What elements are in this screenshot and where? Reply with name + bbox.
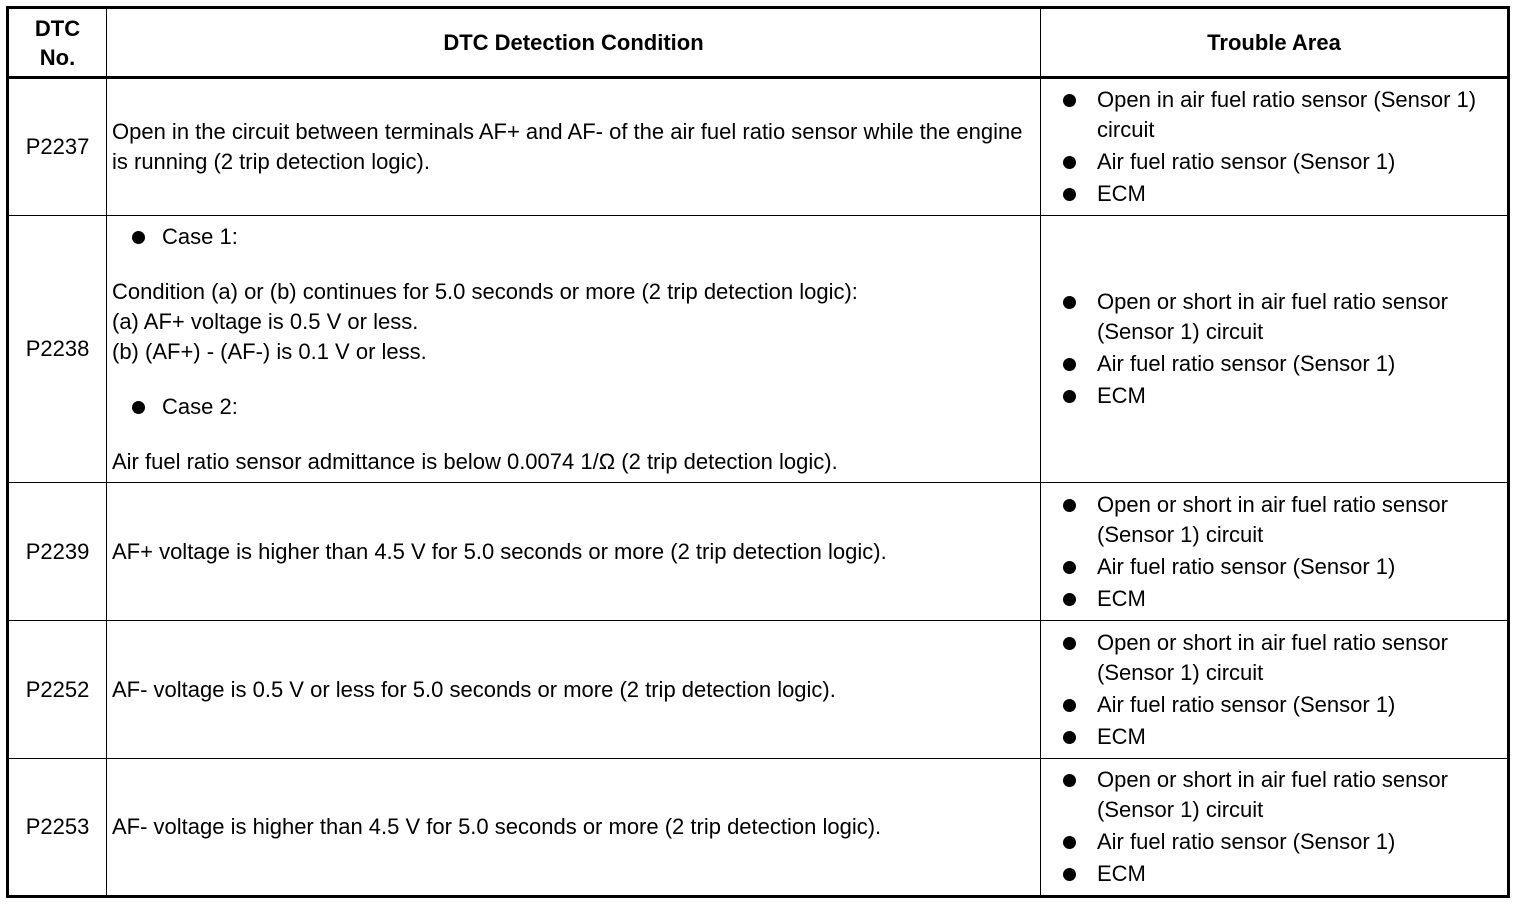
table-row: [8, 483, 1509, 621]
header-trouble-area: Trouble Area: [1041, 8, 1509, 78]
trouble-area-item: ECM: [1063, 859, 1501, 889]
bullet-icon: [1063, 593, 1076, 606]
bullet-icon: [1063, 836, 1076, 849]
dtc-table: [6, 6, 1510, 898]
dtc-code: P2239: [8, 483, 107, 621]
trouble-area-item: ECM: [1063, 722, 1501, 752]
trouble-area-item: Open or short in air fuel ratio sensor (Sensor 1) circuit: [1063, 490, 1501, 550]
trouble-area-item: Air fuel ratio sensor (Sensor 1): [1063, 552, 1501, 582]
trouble-area: [1041, 216, 1509, 483]
dtc-code: P2253: [8, 759, 107, 897]
dtc-code: P2252: [8, 621, 107, 759]
bullet-icon: [1063, 731, 1076, 744]
bullet-icon: [1063, 188, 1076, 201]
bullet-icon: [1063, 156, 1076, 169]
bullet-icon: [1063, 868, 1076, 881]
trouble-area-item: Open or short in air fuel ratio sensor (Sensor 1) circuit: [1063, 287, 1501, 347]
trouble-area-item: Open in air fuel ratio sensor (Sensor 1) circuit: [1063, 85, 1501, 145]
table-row: [8, 621, 1509, 759]
trouble-area-item: Air fuel ratio sensor (Sensor 1): [1063, 349, 1501, 379]
header-detection-condition: DTC Detection Condition: [107, 8, 1041, 78]
detection-condition: Open in the circuit between terminals AF+ and AF- of the air fuel ratio sensor while the engine is running (2 trip detection logic).: [107, 78, 1041, 216]
bullet-icon: [1063, 499, 1076, 512]
bullet-icon: [1063, 774, 1076, 787]
case-2-heading: Case 2:: [112, 392, 1032, 422]
bullet-icon: [1063, 637, 1076, 650]
bullet-icon: [1063, 390, 1076, 403]
case-1-heading: Case 1:: [112, 222, 1032, 252]
case-2-text: Air fuel ratio sensor admittance is below 0.0074 1/Ω (2 trip detection logic).: [112, 448, 838, 474]
trouble-area-item: Air fuel ratio sensor (Sensor 1): [1063, 147, 1501, 177]
trouble-area-item: ECM: [1063, 381, 1501, 411]
table-row: [8, 759, 1509, 897]
detection-condition: AF- voltage is higher than 4.5 V for 5.0 seconds or more (2 trip detection logic).: [107, 759, 1041, 897]
case-1-condition-a: (a) AF+ voltage is 0.5 V or less.: [112, 308, 419, 334]
bullet-icon: [1063, 561, 1076, 574]
bullet-icon: [1063, 94, 1076, 107]
header-dtc-no: DTC No.: [8, 8, 107, 78]
header-row: [8, 8, 1509, 78]
trouble-area-item: Open or short in air fuel ratio sensor (Sensor 1) circuit: [1063, 628, 1501, 688]
trouble-area: [1041, 621, 1509, 759]
bullet-icon: [132, 401, 145, 414]
case-1-text: Condition (a) or (b) continues for 5.0 seconds or more (2 trip detection logic):: [112, 278, 858, 304]
trouble-area-item: ECM: [1063, 179, 1501, 209]
trouble-area-item: Air fuel ratio sensor (Sensor 1): [1063, 690, 1501, 720]
detection-condition: [107, 216, 1041, 483]
detection-condition: AF- voltage is 0.5 V or less for 5.0 seconds or more (2 trip detection logic).: [107, 621, 1041, 759]
trouble-area-item: ECM: [1063, 584, 1501, 614]
table-row: [8, 216, 1509, 483]
bullet-icon: [132, 231, 145, 244]
trouble-area-item: Air fuel ratio sensor (Sensor 1): [1063, 827, 1501, 857]
dtc-code: P2238: [8, 216, 107, 483]
bullet-icon: [1063, 699, 1076, 712]
case-1-condition-b: (b) (AF+) - (AF-) is 0.1 V or less.: [112, 338, 427, 364]
trouble-area: [1041, 483, 1509, 621]
trouble-area-item: Open or short in air fuel ratio sensor (Sensor 1) circuit: [1063, 765, 1501, 825]
detection-condition: AF+ voltage is higher than 4.5 V for 5.0 seconds or more (2 trip detection logic).: [107, 483, 1041, 621]
trouble-area: [1041, 78, 1509, 216]
trouble-area: [1041, 759, 1509, 897]
bullet-icon: [1063, 296, 1076, 309]
table-row: [8, 78, 1509, 216]
dtc-code: P2237: [8, 78, 107, 216]
bullet-icon: [1063, 358, 1076, 371]
